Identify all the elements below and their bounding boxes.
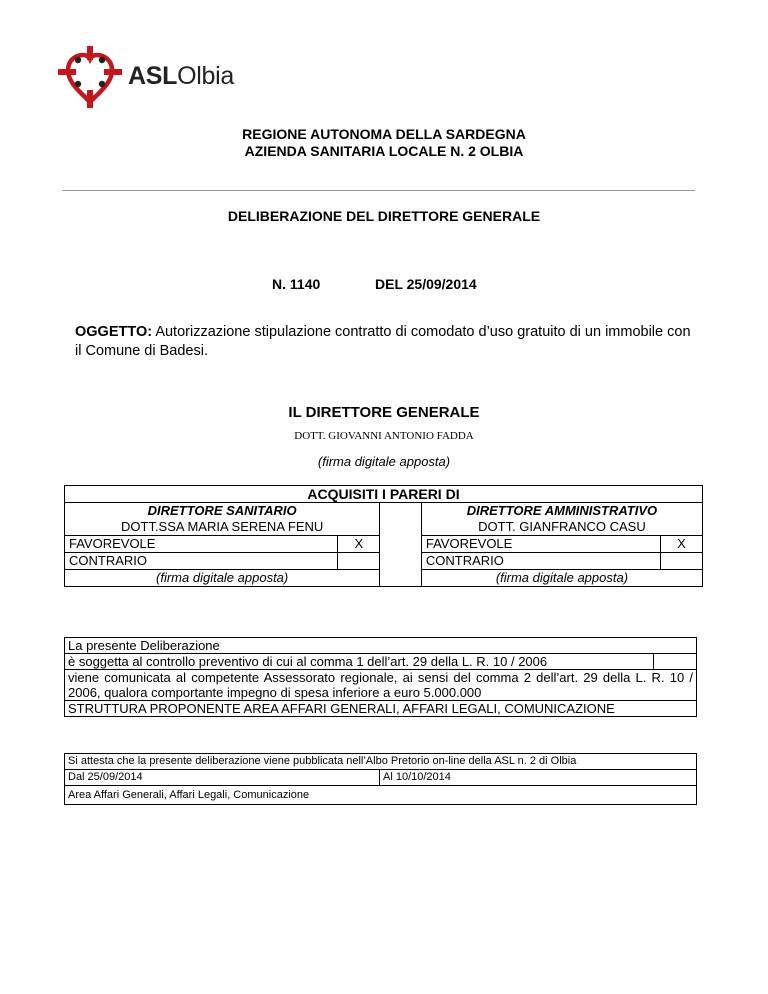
publication-table: [64, 753, 697, 805]
spacer: [380, 519, 422, 536]
subject: [75, 323, 695, 361]
amministrativo-signature: (firma digitale apposta): [421, 570, 702, 587]
sanitario-signature: (firma digitale apposta): [65, 570, 380, 587]
director-general-signature: (firma digitale apposta): [317, 454, 451, 469]
control-communicated: viene comunicata al competente Assessorato regionale, ai sensi del comma 2 dell’art. 29 della L. R. 10 / 2006, qualora comportante impegno di spesa inferiore a euro 5.000.000: [65, 670, 697, 701]
subject-text: Autorizzazione stipulazione contratto di comodato d’uso gratuito di un immobile con il Comune di Badesi.: [75, 324, 691, 359]
spacer: [380, 503, 422, 520]
spacer: [380, 570, 422, 587]
director-general-name: DOTT. GIOVANNI ANTONIO FADDA: [294, 430, 474, 442]
control-structure: STRUTTURA PROPONENTE AREA AFFARI GENERALI, AFFARI LEGALI, COMUNICAZIONE: [65, 701, 697, 717]
control-intro: La presente Deliberazione: [65, 638, 697, 654]
control-table: [64, 637, 697, 717]
amministrativo-role: DIRETTORE AMMINISTRATIVO: [421, 503, 702, 520]
logo-wordmark: ASLOlbia: [128, 62, 234, 90]
publication-from: Dal 25/09/2014: [65, 770, 380, 786]
director-general-title: IL DIRETTORE GENERALE: [288, 404, 480, 421]
header-agency: AZIENDA SANITARIA LOCALE N. 2 OLBIA: [244, 143, 524, 159]
subject-label: OGGETTO:: [75, 324, 153, 340]
opinions-title: ACQUISITI I PARERI DI: [65, 486, 703, 503]
sanitario-favorable-label: FAVOREVOLE: [65, 536, 338, 553]
sanitario-favorable-mark: X: [338, 536, 380, 553]
control-preventive: è soggetta al controllo preventivo di cui al comma 1 dell’art. 29 della L. R. 10 / 2006: [65, 654, 654, 670]
opinions-table: [64, 485, 703, 587]
amministrativo-contrary-mark: [660, 553, 702, 570]
publication-area: Area Affari Generali, Affari Legali, Comunicazione: [65, 786, 697, 805]
sanitario-name: DOTT.SSA MARIA SERENA FENU: [65, 519, 380, 536]
sanitario-contrary-label: CONTRARIO: [65, 553, 338, 570]
publication-to: Al 10/10/2014: [380, 770, 697, 786]
header-region: REGIONE AUTONOMA DELLA SARDEGNA: [242, 126, 526, 142]
spacer: [380, 536, 422, 553]
control-preventive-mark: [653, 654, 696, 670]
document-title: DELIBERAZIONE DEL DIRETTORE GENERALE: [227, 208, 541, 224]
asl-heart-cross-icon: [58, 46, 122, 108]
asl-logo: [58, 46, 248, 108]
amministrativo-contrary-label: CONTRARIO: [421, 553, 660, 570]
sanitario-contrary-mark: [338, 553, 380, 570]
amministrativo-favorable-mark: X: [660, 536, 702, 553]
spacer: [380, 553, 422, 570]
publication-statement: Si attesta che la presente deliberazione viene pubblicata nell’Albo Pretorio on-line della ASL n. 2 di Olbia: [65, 754, 697, 770]
divider: [62, 190, 695, 191]
amministrativo-name: DOTT. GIANFRANCO CASU: [421, 519, 702, 536]
sanitario-role: DIRETTORE SANITARIO: [65, 503, 380, 520]
amministrativo-favorable-label: FAVOREVOLE: [421, 536, 660, 553]
deliberation-date: DEL 25/09/2014: [375, 276, 477, 292]
deliberation-number: N. 1140: [272, 276, 321, 292]
